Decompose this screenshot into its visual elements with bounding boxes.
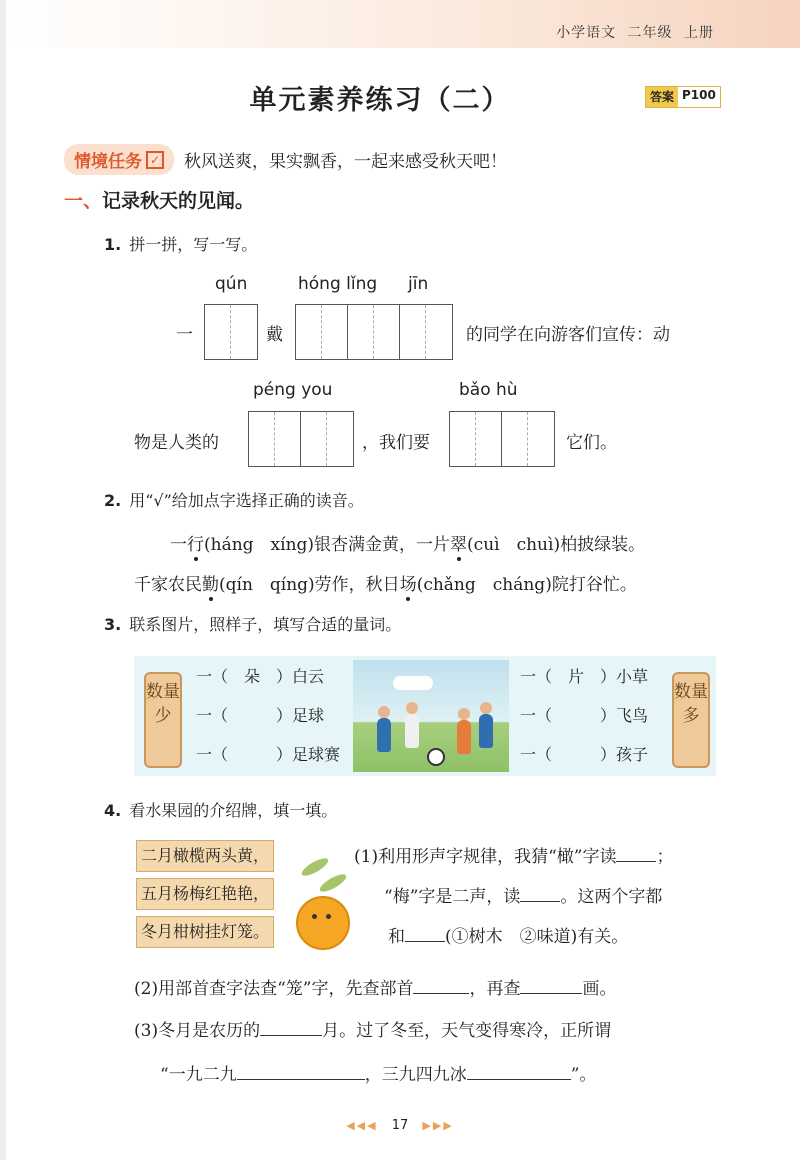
- orange-mascot-icon: [296, 896, 350, 950]
- grid-cell: [348, 305, 374, 359]
- right-arrows-icon: ▶▶▶: [422, 1119, 454, 1132]
- leaf-shape: [300, 855, 331, 879]
- question-4: [104, 798, 337, 821]
- question-prompt: 用“√”给加点字选择正确的读音。: [129, 491, 364, 510]
- q4-text: “梅”字是二声，读: [384, 887, 521, 907]
- q4-text: (①树木 ②味道)有关。: [445, 927, 629, 947]
- kid-figure: [405, 714, 419, 748]
- sign-line: 五月杨梅红艳艳，: [136, 878, 274, 910]
- pinyin-baohu: bǎo hù: [459, 380, 518, 400]
- question-prompt: 联系图片，照样子，填写合适的量词。: [129, 615, 402, 634]
- question-number: 3.: [104, 615, 122, 634]
- q2-text: (háng xíng)银杏满金黄，一片: [204, 535, 451, 555]
- left-arrows-icon: ◀◀◀: [346, 1119, 378, 1132]
- orchard-sign: [136, 840, 296, 950]
- q4-text: ”。: [570, 1065, 597, 1085]
- answer-blank[interactable]: [405, 925, 445, 942]
- writing-grid[interactable]: [449, 411, 555, 467]
- question-2: [104, 488, 364, 511]
- grid-cell: [450, 412, 476, 466]
- section-heading: [64, 186, 254, 213]
- dotted-char: 勤: [202, 575, 219, 595]
- writing-grid[interactable]: [295, 304, 453, 360]
- section-title: 记录秋天的见闻。: [102, 190, 255, 212]
- q2-line: [170, 530, 645, 555]
- kid-figure: [479, 714, 493, 748]
- measure-item: 一（ ）飞鸟: [520, 706, 649, 725]
- header-volume: 上册: [684, 25, 714, 41]
- q2-text: 千家农民: [134, 575, 202, 595]
- pinyin-pengyou: péng you: [253, 380, 333, 400]
- measure-item: 一（ ）足球: [196, 706, 325, 725]
- q4-part1: [388, 922, 628, 947]
- question-number: 1.: [104, 235, 122, 254]
- measure-item: 一（ ）足球赛: [196, 745, 341, 764]
- football-icon: [427, 748, 445, 766]
- header-info: [556, 22, 714, 42]
- grid-cell: [327, 412, 353, 466]
- q1-text: 戴: [266, 325, 283, 345]
- grid-cell: [231, 305, 257, 359]
- answer-blank[interactable]: [520, 977, 582, 994]
- q4-text: 。这两个字都: [560, 887, 663, 907]
- answer-blank[interactable]: [467, 1063, 571, 1080]
- question-1: [104, 232, 257, 255]
- q4-part2: [134, 974, 616, 999]
- q4-text: ，三九四九冰: [364, 1065, 467, 1085]
- grid-cell: [374, 305, 400, 359]
- q4-text: (2)用部首查字法查“笼”字，先查部首: [134, 979, 414, 999]
- dotted-char: 翠: [450, 535, 468, 555]
- question-number: 2.: [104, 491, 122, 510]
- grid-cell: [275, 412, 301, 466]
- q4-text: (1)利用形声字规律，我猜“橄”字读: [354, 847, 617, 867]
- q4-text: 月。过了冬至，天气变得寒冷，正所谓: [322, 1021, 612, 1041]
- pinyin-hongling: hóng lǐng: [298, 274, 378, 294]
- grid-cell: [296, 305, 322, 359]
- pinyin-jin: jīn: [408, 274, 429, 294]
- task-badge: [64, 144, 174, 175]
- task-row: [64, 144, 507, 175]
- grid-cell: [322, 305, 348, 359]
- q2-text: (cuì chuì)柏披绿装。: [467, 535, 646, 555]
- check-icon: ✓: [146, 151, 164, 169]
- grid-cell: [426, 305, 452, 359]
- grid-cell: [476, 412, 502, 466]
- q4-text: ，再查: [469, 979, 521, 999]
- q1-text: 物是人类的: [134, 433, 219, 453]
- page-edge: [0, 0, 6, 1160]
- kid-figure: [457, 720, 471, 754]
- tag-fewer: 数量少: [144, 672, 182, 768]
- question-number: 4.: [104, 801, 122, 820]
- kid-figure: [377, 718, 391, 752]
- task-text: 秋风送爽，果实飘香，一起来感受秋天吧！: [184, 152, 507, 172]
- page-footer: [0, 1118, 800, 1133]
- header-grade: 二年级: [627, 25, 673, 41]
- q4-text: 画。: [582, 979, 617, 999]
- grid-cell: [528, 412, 554, 466]
- soccer-kids-illustration: [353, 660, 509, 772]
- grid-cell: [301, 412, 327, 466]
- answer-label: 答案: [646, 87, 678, 107]
- q2-text: 一: [170, 535, 187, 555]
- page-title: 单元素养练习（二）: [249, 85, 511, 116]
- header-subject: 小学语文: [556, 25, 617, 41]
- grid-cell: [400, 305, 426, 359]
- sign-line: 冬月柑树挂灯笼。: [136, 916, 274, 948]
- answer-page: P100: [678, 87, 720, 107]
- q1-text: 一: [176, 325, 193, 345]
- q4-part1: [354, 842, 673, 867]
- q4-text: “一九二九: [160, 1065, 237, 1085]
- dotted-char: 场: [399, 575, 417, 595]
- q2-text: (qín qíng)劳作，秋日: [219, 575, 400, 595]
- eye-shape: [326, 914, 331, 919]
- page-number: 17: [391, 1118, 409, 1133]
- measure-item: 一（ 朵 ）白云: [196, 667, 325, 686]
- grid-cell: [249, 412, 275, 466]
- q1-text: 的同学在向游客们宣传：动: [466, 325, 670, 345]
- dotted-char: 行: [187, 535, 204, 555]
- question-prompt: 看水果园的介绍牌，填一填。: [129, 801, 338, 820]
- section-number: 一、: [64, 190, 103, 212]
- cloud-shape: [393, 676, 433, 690]
- pinyin-qun: qún: [215, 274, 248, 294]
- sign-line: 二月橄榄两头黄，: [136, 840, 274, 872]
- question-prompt: 拼一拼，写一写。: [129, 235, 258, 254]
- writing-grid[interactable]: [204, 304, 258, 360]
- q1-text: ，我们要: [362, 433, 430, 453]
- q1-text: 它们。: [566, 433, 617, 453]
- measure-item: 一（ 片 ）小草: [520, 667, 649, 686]
- q4-text: (3)冬月是农历的: [134, 1021, 261, 1041]
- q4-part1: [384, 882, 662, 907]
- answer-blank[interactable]: [413, 977, 469, 994]
- grid-cell: [502, 412, 528, 466]
- answer-blank[interactable]: [260, 1019, 322, 1036]
- leaf-shape: [318, 871, 349, 895]
- answer-blank[interactable]: [237, 1063, 365, 1080]
- q4-text: 和: [388, 927, 405, 947]
- q2-line: [134, 570, 637, 595]
- answer-blank[interactable]: [616, 845, 656, 862]
- question-3: [104, 612, 401, 635]
- grid-cell: [205, 305, 231, 359]
- q4-text: ；: [656, 847, 674, 867]
- writing-grid[interactable]: [248, 411, 354, 467]
- answer-blank[interactable]: [520, 885, 560, 902]
- measure-item: 一（ ）孩子: [520, 745, 649, 764]
- tag-more: 数量多: [672, 672, 710, 768]
- eye-shape: [312, 914, 317, 919]
- task-badge-label: 情境任务: [74, 152, 142, 172]
- q2-text: (chǎng cháng)院打谷忙。: [416, 575, 637, 595]
- answer-tag[interactable]: [645, 86, 721, 108]
- q4-part3: [134, 1016, 611, 1041]
- q4-part3: [160, 1060, 596, 1085]
